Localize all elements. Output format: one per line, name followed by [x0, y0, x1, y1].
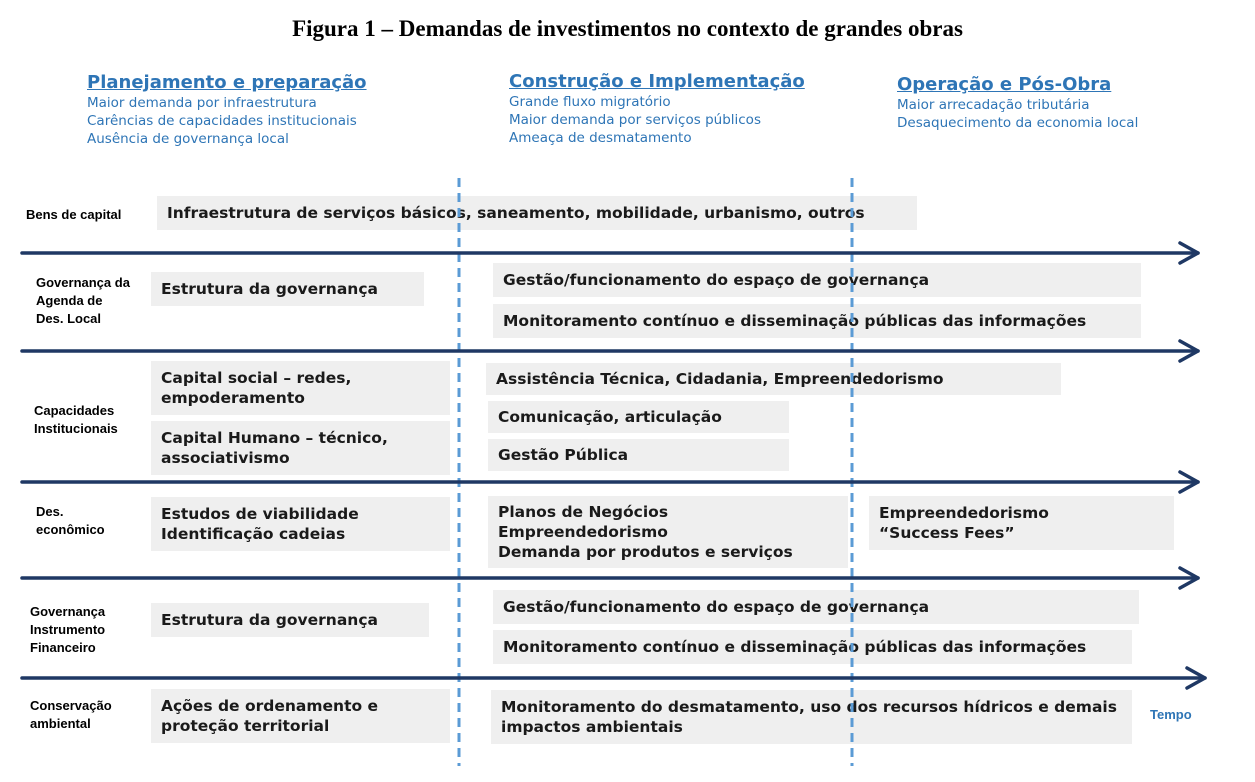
- row-label-institutional-capacity: Capacidades Institucionais: [34, 403, 118, 436]
- box-financial-governance-operation: Gestão/funcionamento do espaço de governança: [493, 590, 1139, 624]
- phase-construction-item: Maior demanda por serviços públicos: [509, 112, 761, 128]
- row-label-capital-goods: Bens de capital: [26, 207, 122, 222]
- phase-operation-item: Desaquecimento da economia local: [897, 115, 1139, 131]
- timeline-arrow: [22, 472, 1198, 492]
- timeline-arrow: [22, 341, 1198, 361]
- phase-planning-item: Carências de capacidades institucionais: [87, 113, 357, 129]
- figure-title: Figura 1 – Demandas de investimentos no contexto de grandes obras: [292, 16, 963, 41]
- phase-construction-item: Grande fluxo migratório: [509, 94, 671, 110]
- row-label-financial-governance: Governança Instrumento Financeiro: [30, 604, 106, 655]
- box-financial-information-monitoring: Monitoramento contínuo e disseminação públicas das informações: [493, 630, 1132, 664]
- phase-planning-title: Planejamento e preparação: [87, 72, 367, 93]
- timeline-arrows: [22, 243, 1205, 688]
- box-governance-operation: Gestão/funcionamento do espaço de governança: [493, 263, 1141, 297]
- timeline-arrow: [22, 243, 1198, 263]
- phase-construction-title: Construção e Implementação: [509, 71, 805, 92]
- box-financial-governance-structure: Estrutura da governança: [151, 603, 429, 637]
- row-label-agenda-governance: Governança da Agenda de Des. Local: [36, 275, 130, 326]
- timeline-arrow: [22, 668, 1205, 688]
- box-technical-assistance: Assistência Técnica, Cidadania, Empreendedorismo: [486, 363, 1061, 395]
- phase-planning-item: Maior demanda por infraestrutura: [87, 95, 317, 111]
- box-governance-structure: Estrutura da governança: [151, 272, 424, 306]
- phase-construction-item: Ameaça de desmatamento: [509, 130, 692, 146]
- phase-operation-item: Maior arrecadação tributária: [897, 97, 1090, 113]
- phase-operation-title: Operação e Pós-Obra: [897, 74, 1112, 95]
- box-human-capital: Capital Humano – técnico, associativismo: [151, 421, 450, 475]
- timeline-arrow: [22, 568, 1198, 588]
- time-axis-label: Tempo: [1150, 707, 1192, 722]
- box-deforestation-monitoring: Monitoramento do desmatamento, uso dos recursos hídricos e demais impactos ambientais: [491, 690, 1132, 744]
- box-public-management: Gestão Pública: [488, 439, 789, 471]
- box-success-fees: Empreendedorismo “Success Fees”: [869, 496, 1174, 550]
- box-feasibility-studies: Estudos de viabilidade Identificação cadeias: [151, 497, 450, 551]
- box-basic-infrastructure: Infraestrutura de serviços básicos, saneamento, mobilidade, urbanismo, outros: [157, 196, 917, 230]
- box-territorial-planning: Ações de ordenamento e proteção territorial: [151, 689, 450, 743]
- row-label-economic-development: Des. econômico: [36, 504, 105, 537]
- row-label-environmental-conservation: Conservação ambiental: [30, 698, 112, 731]
- box-business-plans: Planos de Negócios Empreendedorismo Demanda por produtos e serviços: [488, 496, 848, 568]
- phase-planning-item: Ausência de governança local: [87, 131, 289, 147]
- box-information-monitoring: Monitoramento contínuo e disseminação públicas das informações: [493, 304, 1141, 338]
- box-social-capital: Capital social – redes, empoderamento: [151, 361, 450, 415]
- box-communication: Comunicação, articulação: [488, 401, 789, 433]
